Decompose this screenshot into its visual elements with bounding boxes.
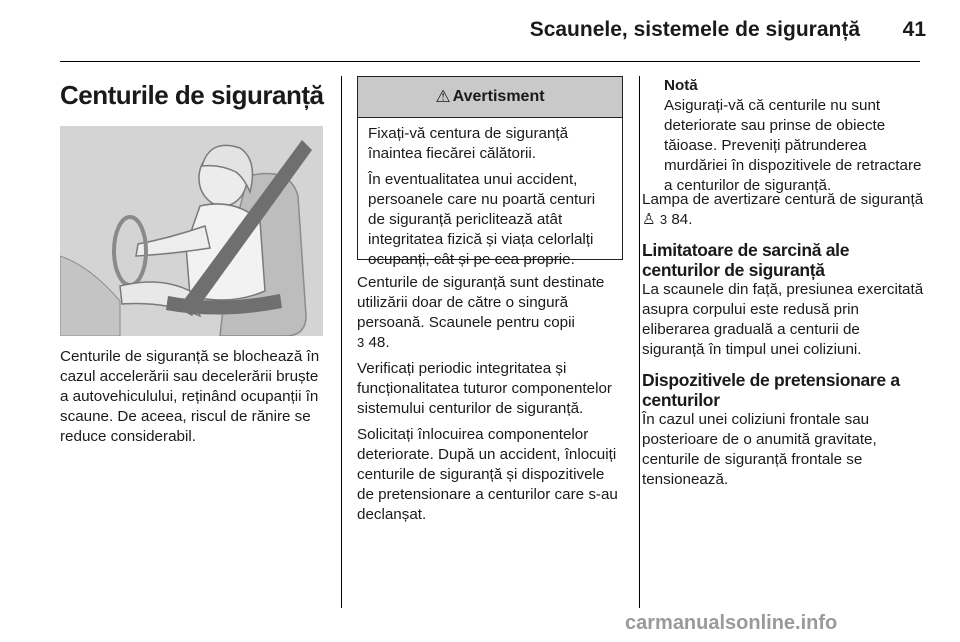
seatbelt-icon: ♙ xyxy=(642,211,656,228)
note-text: Asigurați-vă că centurile nu sunt deteriorate sau prinse de obiecte tăioase. Preveniți pătrunderea murdăriei în dispozitivele de retractare a centurilor de siguranță. xyxy=(664,97,922,194)
chapter-title: Centurile de siguranță xyxy=(60,80,324,110)
replace-paragraph: Solicitați înlocuirea componentelor deteriorate. După un accident, înlocuiți centurile de siguranță și dispozitivele de pretensionare a centurilor care s-au declanșat. xyxy=(357,426,618,523)
reference-link[interactable]: 48. xyxy=(368,334,390,351)
reference-arrow-icon: 3 xyxy=(357,335,365,350)
warning-title: Avertisment xyxy=(452,88,545,105)
section-title-pretensioners: Dispozitivele de pretensionare a centurilor xyxy=(642,370,900,410)
watermark: carmanualsonline.info xyxy=(625,612,838,634)
column-divider-1 xyxy=(341,76,342,608)
seatbelt-illustration xyxy=(60,126,323,336)
column-divider-2 xyxy=(639,76,640,608)
header-divider xyxy=(60,61,920,62)
warning-triangle-icon: ⚠ xyxy=(435,87,451,106)
page-header-title: Scaunele, sistemele de siguranță xyxy=(529,18,860,41)
page-number: 41 xyxy=(902,18,926,41)
warning-paragraph-1: Fixați-vă centura de siguranță înaintea fiecărei călătorii. xyxy=(368,125,569,162)
warning-box xyxy=(357,76,623,268)
intro-paragraph: Centurile de siguranță se blochează în cazul accelerării sau decelerării bruște a autovehiculului, reținând ocupanții în scaune. De aceea, riscul de rănire se reduce considerabil. xyxy=(60,348,320,445)
reference-arrow-icon: 3 xyxy=(659,212,668,227)
lamp-paragraph: Lampa de avertizare centură de siguranță ♙ 3 84. xyxy=(642,191,924,228)
reference-link[interactable]: 84. xyxy=(671,211,693,228)
note-label: Notă xyxy=(664,77,698,94)
warning-paragraph-2: În eventualitatea unui accident, persoanele care nu poartă centuri de siguranță periclitează atât integritatea fizică și viața celorlalți ocupanți, cât și pe cea proprie. xyxy=(368,171,596,268)
pretensioners-text: În cazul unei coliziuni frontale sau posterioare de o anumită gravitate, centurile de siguranță frontale se tensionează. xyxy=(642,411,877,488)
section-title-load-limiters: Limitatoare de sarcină ale centurilor de siguranță xyxy=(642,240,850,280)
single-person-paragraph: Centurile de siguranță sunt destinate utilizării doar de către o singură persoană. Scaunele pentru copii 3 48. xyxy=(357,274,605,351)
column2-text xyxy=(357,273,625,531)
warning-header xyxy=(358,77,622,118)
load-limiters-text: La scaunele din față, presiunea exercitată asupra corpului este redusă prin eliberarea graduală a centurii de siguranță în timpul unei coliziuni. xyxy=(642,281,924,358)
check-paragraph: Verificați periodic integritatea și funcționalitatea tuturor componentelor sistemului centurilor de siguranță. xyxy=(357,360,612,417)
column3-text xyxy=(642,190,924,496)
note-block xyxy=(664,76,924,196)
